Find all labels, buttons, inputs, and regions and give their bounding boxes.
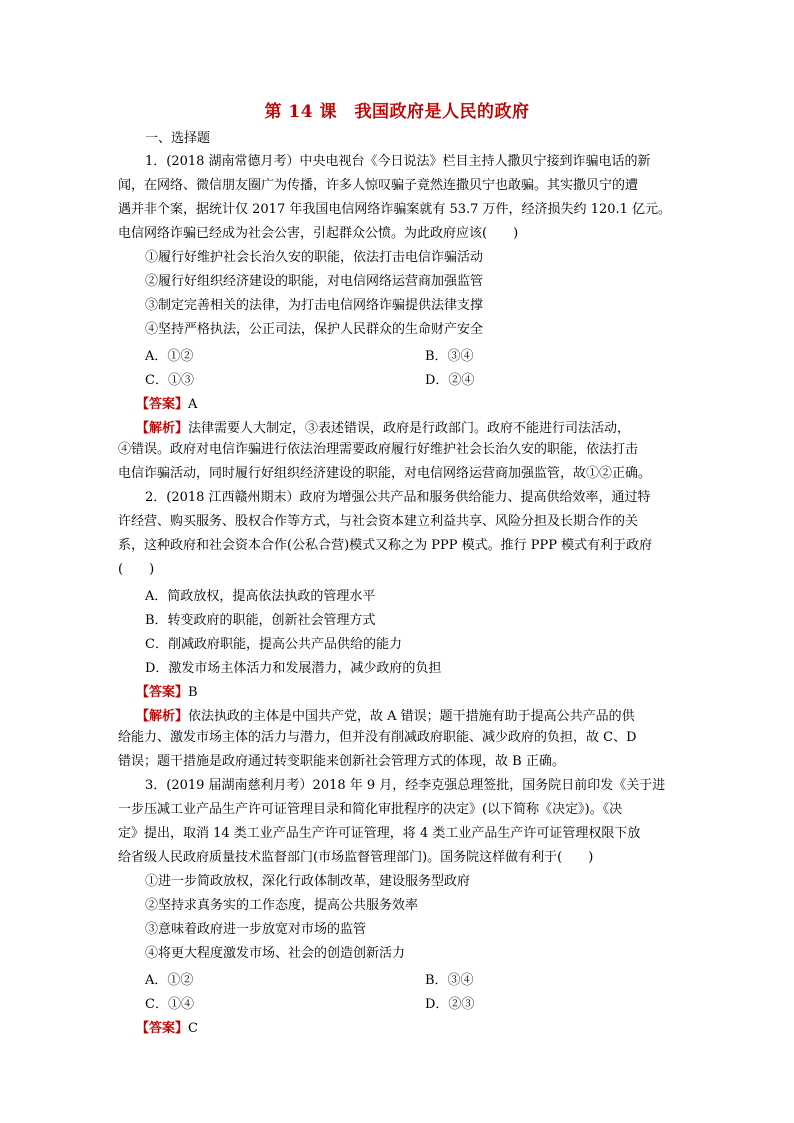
- q2-stem-line: ( ): [118, 562, 155, 577]
- q3-stem-line: 定》提出，取消 14 类工业产品生产许可证管理，将 4 类工业产品生产许可证管理权限下放: [118, 826, 641, 841]
- q1-analysis-line: ④错误。政府对电信诈骗进行依法治理需要政府履行好维护社会长治久安的职能，依法打击: [118, 442, 639, 457]
- q3-option-d: D．②③: [425, 997, 475, 1012]
- q2-option-d: D．激发市场主体活力和发展潜力，减少政府的负担: [145, 661, 442, 676]
- analysis-label: 【解析】: [136, 709, 189, 724]
- q3-stem-line: 一步压减工业产品生产许可证管理目录和简化审批程序的决定》(以下简称《决定》)。《决: [118, 802, 623, 817]
- q2-stem-line: 许经营、购买服务、股权合作等方式，与社会资本建立利益共享、风险分担及长期合作的关: [118, 514, 639, 529]
- section-heading: 一、选择题: [145, 131, 211, 146]
- answer-value: B: [188, 685, 198, 700]
- q2-analysis-line: [136, 705, 635, 724]
- answer-label: 【答案】: [136, 685, 189, 700]
- q2-analysis-line: 给能力、激发市场主体的活力与潜力，但并没有削减政府职能、减少政府的负担，故 C、D: [118, 730, 637, 745]
- q3-option-b: B．③④: [425, 973, 474, 988]
- q1-option-b: B．③④: [425, 349, 474, 364]
- answer-value: A: [188, 397, 198, 412]
- q3-option-a: A．①②: [145, 973, 194, 988]
- analysis-label: 【解析】: [136, 421, 189, 436]
- q2-answer: [136, 681, 198, 700]
- q1-item: ④坚持严格执法，公正司法，保护人民群众的生命财产安全: [145, 322, 484, 337]
- q2-option-b: B．转变政府的职能，创新社会管理方式: [145, 613, 376, 628]
- q3-stem-line: 3．(2019 届湖南慈利月考）2018 年 9 月，经李克强总理签批，国务院日前印发《关于进: [145, 778, 666, 793]
- q3-option-c: C．①④: [145, 997, 194, 1012]
- q3-item: ④将更大程度激发市场、社会的创造创新活力: [145, 946, 406, 961]
- q2-stem-line: 2．(2018 江西赣州期末）政府为增强公共产品和服务供给能力、提高供给效率，通过特: [145, 490, 651, 505]
- q2-analysis-line: 错误；题干措施是政府通过转变职能来创新社会管理方式的体现，故 B 正确。: [118, 754, 565, 769]
- q3-answer: [136, 1017, 198, 1036]
- q2-stem-line: 系，这种政府和社会资本合作(公私合营)模式又称之为 PPP 模式。推行 PPP 模式有利于政府: [118, 538, 653, 553]
- analysis-text: 法律需要人大制定，③表述错误，政府是行政部门。政府不能进行司法活动，: [188, 421, 631, 436]
- answer-value: C: [188, 1021, 198, 1036]
- q1-option-a: A．①②: [145, 349, 194, 364]
- q1-item: ②履行好组织经济建设的职能，对电信网络运营商加强监管: [145, 274, 484, 289]
- page-title: 第 14 课 我国政府是人民的政府: [264, 102, 530, 122]
- q3-item: ②坚持求真务实的工作态度，提高公共服务效率: [145, 898, 419, 913]
- answer-label: 【答案】: [136, 397, 189, 412]
- q3-stem-line: 给省级人民政府质量技术监督部门(市场监督管理部门)。国务院这样做有利于( ): [118, 850, 594, 865]
- q2-option-c: C．削减政府职能，提高公共产品供给的能力: [145, 637, 402, 652]
- q1-answer: [136, 393, 197, 412]
- q1-analysis-line: 电信诈骗活动，同时履行好组织经济建设的职能，对电信网络运营商加强监管，故①②正确。: [118, 466, 652, 481]
- q1-analysis-line: [136, 417, 630, 436]
- q1-item: ①履行好维护社会长治久安的职能，依法打击电信诈骗活动: [145, 250, 484, 265]
- q1-option-d: D．②④: [425, 373, 475, 388]
- analysis-text: 依法执政的主体是中国共产党，故 A 错误；题干措施有助于提高公共产品的供: [188, 709, 635, 724]
- q2-option-a: A．简政放权，提高依法执政的管理水平: [145, 589, 376, 604]
- q1-option-c: C．①③: [145, 373, 194, 388]
- q1-stem-line: 电信网络诈骗已经成为社会公害，引起群众公愤。为此政府应该( ): [118, 226, 519, 241]
- q1-stem-line: 闻，在网络、微信朋友圈广为传播，许多人惊叹骗子竟然连撒贝宁也敢骗。其实撒贝宁的遭: [118, 178, 639, 193]
- q3-item: ①进一步简政放权，深化行政体制改革，建设服务型政府: [145, 874, 471, 889]
- q1-stem-line: 1．(2018 湖南常德月考）中央电视台《今日说法》栏目主持人撒贝宁接到诈骗电话的新: [145, 154, 651, 169]
- q3-item: ③意味着政府进一步放宽对市场的监管: [145, 922, 367, 937]
- answer-label: 【答案】: [136, 1021, 189, 1036]
- q1-item: ③制定完善相关的法律，为打击电信网络诈骗提供法律支撑: [145, 298, 484, 313]
- q1-stem-line: 遇并非个案，据统计仅 2017 年我国电信网络诈骗案就有 53.7 万件，经济损失约 120.1 亿元。: [118, 202, 672, 217]
